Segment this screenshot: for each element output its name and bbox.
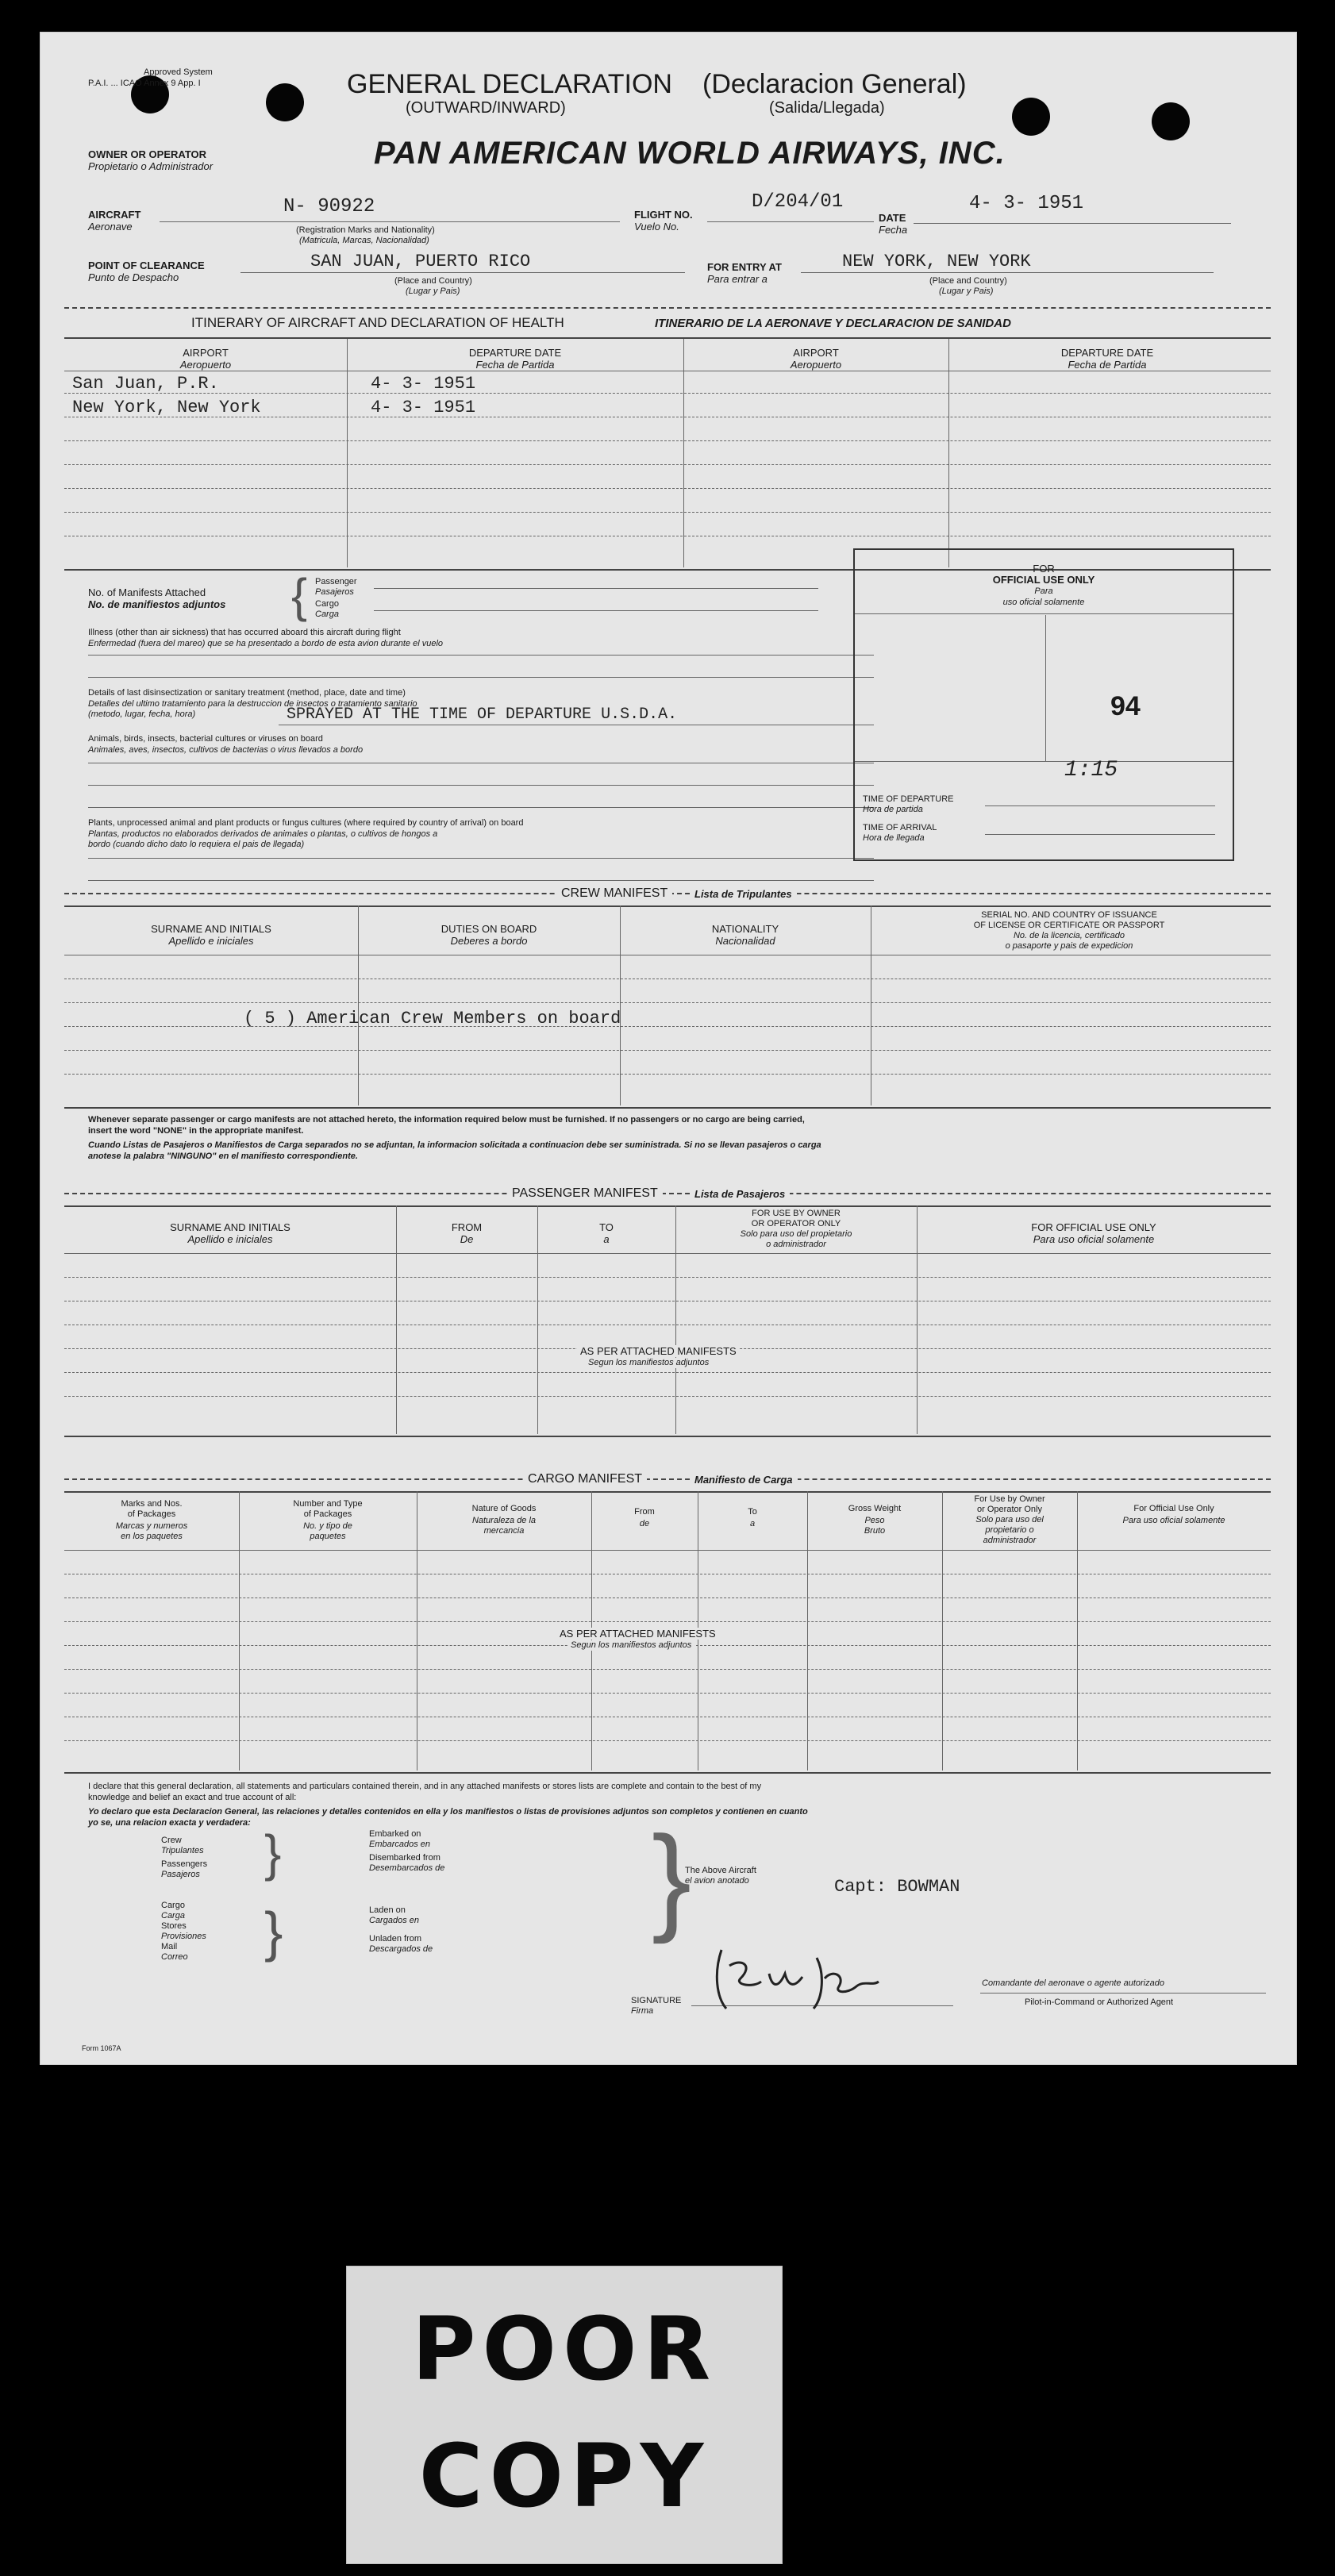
itinerary-col-departure-es: Fecha de Partida	[475, 359, 555, 371]
manifests-label-es: No. de manifiestos adjuntos	[88, 598, 226, 610]
plants-label-es-2: bordo (cuando dicho dato lo requiera el pais de llegada)	[88, 840, 305, 849]
crew-col-license: SERIAL NO. AND COUNTRY OF ISSUANCE	[981, 910, 1157, 920]
aircraft-note-es: (Matricula, Marcas, Nacionalidad)	[299, 236, 429, 245]
passenger-label: Passenger	[315, 577, 357, 586]
passengers-word: Passengers	[161, 1859, 208, 1869]
declaration-es: Yo declaro que esta Declaracion General, las relaciones y detalles contenidos en ella y los manifiestos o listas de provisiones adjuntos son completos y contienen en cuanto	[88, 1807, 808, 1817]
descargados-word: Descargados de	[369, 1944, 433, 1954]
correo-word: Correo	[161, 1952, 188, 1962]
cargo-col-owner: For Use by Owner	[974, 1494, 1045, 1504]
clearance-note-es: (Lugar y Pais)	[406, 286, 460, 296]
illness-label: Illness (other than air sickness) that has occurred aboard this aircraft during flight	[88, 628, 401, 637]
itinerary-airport: San Juan, P.R.	[72, 374, 219, 394]
pax-col-owner-es-2: o administrador	[766, 1240, 826, 1249]
cargo-col-weight: Gross Weight	[848, 1504, 902, 1513]
pax-col-owner-es: Solo para uso del propietario	[740, 1229, 852, 1239]
official-uso: uso oficial solamente	[1002, 598, 1085, 607]
reference-note: P.A.I. ... ICAO Annex 9 App. I	[88, 79, 201, 88]
cargo-col-official-es: Para uso oficial solamente	[1122, 1516, 1225, 1525]
itinerary-col-airport: AIRPORT	[183, 347, 229, 359]
captain-name: Capt: BOWMAN	[834, 1877, 960, 1897]
cargo-title-es: Manifiesto de Carga	[690, 1474, 798, 1486]
cargo-col-nature-es: Naturaleza de la	[471, 1516, 537, 1525]
illness-label-es: Enfermedad (fuera del mareo) que se ha presentado a bordo de esta avion durante el vuelo	[88, 639, 444, 648]
official-use-only: OFFICIAL USE ONLY	[992, 574, 1095, 586]
poor-copy-stamp	[346, 2266, 783, 2564]
entry-value: NEW YORK, NEW YORK	[842, 252, 1031, 271]
embarcados-word: Embarcados en	[369, 1840, 431, 1849]
brace-icon: }	[264, 1901, 283, 1963]
pax-col-to: TO	[599, 1221, 614, 1233]
itinerary-title: ITINERARY OF AIRCRAFT AND DECLARATION OF HEALTH	[191, 315, 564, 330]
avion-anotado: el avion anotado	[685, 1876, 749, 1886]
crew-word: Crew	[161, 1836, 182, 1845]
time-arrival-label: TIME OF ARRIVAL	[863, 823, 937, 832]
date-label: DATE	[879, 212, 906, 224]
itinerary-title-es: ITINERARIO DE LA AERONAVE Y DECLARACION DE SANIDAD	[655, 317, 1011, 330]
signature-label: SIGNATURE	[631, 1996, 682, 2005]
stores-word: Stores	[161, 1921, 187, 1931]
flight-label: FLIGHT NO.	[634, 209, 693, 221]
pax-col-owner-2: OR OPERATOR ONLY	[751, 1219, 841, 1228]
declaration-es-2: yo se, una relacion exacta y verdadera:	[88, 1818, 251, 1828]
cargo-col-marks-es: Marcas y numeros	[115, 1521, 188, 1531]
flight-label-es: Vuelo No.	[634, 221, 679, 233]
brace-icon: }	[652, 1811, 692, 1944]
cargo-col-weight-es: Peso	[864, 1516, 885, 1525]
entry-label: FOR ENTRY AT	[707, 261, 782, 273]
cargo-col-owner-es-2: propietario o	[985, 1525, 1034, 1535]
cargo-title: CARGO MANIFEST	[523, 1472, 647, 1486]
disembarked-word: Disembarked from	[369, 1853, 441, 1863]
declaration-en: I declare that this general declaration, all statements and particulars contained therein, and in any attached manifests or stores lists are complete and contain to the best of my	[88, 1782, 762, 1791]
brace-icon: {	[291, 569, 308, 622]
disinsect-label-es-2: (metodo, lugar, fecha, hora)	[88, 709, 196, 719]
crew-col-license-2: OF LICENSE OR CERTIFICATE OR PASSPORT	[973, 921, 1165, 930]
crew-title: CREW MANIFEST	[556, 886, 672, 901]
animals-label-es: Animales, aves, insectos, cultivos de bacterias o virus llevados a bordo	[88, 745, 364, 755]
cargo-col-number-2: of Packages	[303, 1509, 352, 1519]
general-declaration-form	[40, 32, 1297, 2065]
itinerary-date: 4- 3- 1951	[371, 374, 476, 394]
punch-hole	[1012, 98, 1050, 136]
approved-note: Approved System	[144, 67, 213, 77]
cargo-col-from: From	[634, 1507, 655, 1517]
cargo-label: Cargo	[315, 599, 339, 609]
passenger-title-es: Lista de Pasajeros	[690, 1188, 790, 1200]
form-number: Form 1067A	[82, 2044, 121, 2052]
time-departure-label-es: Hora de partida	[863, 805, 923, 814]
official-para: Para	[1034, 586, 1053, 596]
mail-word: Mail	[161, 1942, 178, 1951]
pax-col-official: FOR OFFICIAL USE ONLY	[1031, 1221, 1156, 1233]
cargados-word: Cargados en	[369, 1916, 419, 1925]
pasajeros-word: Pasajeros	[161, 1870, 200, 1879]
crew-entry: ( 5 ) American Crew Members on board	[244, 1009, 621, 1028]
cargo-col-marks-2: of Packages	[127, 1509, 176, 1519]
passenger-title: PASSENGER MANIFEST	[507, 1186, 663, 1201]
crew-col-license-es-2: o pasaporte y pais de expedicion	[1005, 941, 1133, 951]
pax-attached-es: Segun los manifiestos adjuntos	[585, 1358, 712, 1368]
official-stamp: 94	[1110, 691, 1141, 721]
itinerary-col-airport-es: Aeropuerto	[179, 359, 232, 371]
desembarcados-word: Desembarcados de	[369, 1863, 445, 1873]
poor-copy-line-1: POOR	[411, 2298, 718, 2400]
time-departure-value: 1:15	[1064, 758, 1118, 782]
crew-col-duties: DUTIES ON BOARD	[441, 923, 537, 935]
captain-signature	[706, 1942, 944, 2018]
notice-es-2: anotese la palabra "NINGUNO" en el manifiesto correspondiente.	[88, 1152, 358, 1161]
crew-col-surname-es: Apellido e iniciales	[168, 935, 254, 947]
itinerary-col-departure-2: DEPARTURE DATE	[1060, 347, 1154, 359]
cargo-attached-es: Segun los manifiestos adjuntos	[567, 1640, 694, 1651]
itinerary-col-departure-2-es: Fecha de Partida	[1068, 359, 1147, 371]
entry-label-es: Para entrar a	[707, 273, 768, 285]
poor-copy-line-2: COPY	[418, 2425, 710, 2527]
carga-word: Carga	[161, 1911, 185, 1920]
clearance-note: (Place and Country)	[394, 276, 472, 286]
embarked-word: Embarked on	[369, 1829, 421, 1839]
cargo-col-to: To	[748, 1507, 757, 1517]
commander-en: Pilot-in-Command or Authorized Agent	[1025, 1997, 1174, 2007]
commander-es: Comandante del aeronave o agente autorizado	[982, 1978, 1164, 1988]
cargo-word: Cargo	[161, 1901, 185, 1910]
crew-col-nationality-es: Nacionalidad	[715, 935, 775, 947]
time-arrival-label-es: Hora de llegada	[863, 833, 925, 843]
crew-col-surname: SURNAME AND INITIALS	[151, 923, 271, 935]
punch-hole	[266, 83, 304, 121]
cargo-col-number-es: No. y tipo de	[303, 1521, 352, 1531]
date-value: 4- 3- 1951	[969, 193, 1084, 214]
animals-label: Animals, birds, insects, bacterial cultures or viruses on board	[88, 734, 323, 744]
cargo-col-nature-es-2: mercancia	[483, 1526, 525, 1536]
aircraft-label: AIRCRAFT	[88, 209, 141, 221]
cargo-col-number-es-2: paquetes	[310, 1532, 346, 1541]
entry-note: (Place and Country)	[929, 276, 1007, 286]
carga-label: Carga	[315, 609, 339, 619]
pasajeros-label: Pasajeros	[315, 587, 354, 597]
clearance-value: SAN JUAN, PUERTO RICO	[310, 252, 531, 271]
time-departure-label: TIME OF DEPARTURE	[863, 794, 954, 804]
plants-label-es: Plantas, productos no elaborados derivados de animales o plantas, o cultivos de hongos a	[88, 829, 438, 839]
disinsect-label-es: Detalles del ultimo tratamiento para la destruccion de insectos o tratamiento sanitario	[88, 699, 417, 709]
cargo-col-owner-es: Solo para uso del	[975, 1515, 1044, 1524]
brace-icon: }	[264, 1824, 282, 1882]
pax-col-official-es: Para uso oficial solamente	[1033, 1233, 1155, 1245]
itinerary-col-airport-2-es: Aeropuerto	[790, 359, 842, 371]
itinerary-airport: New York, New York	[72, 398, 261, 417]
company-name: PAN AMERICAN WORLD AIRWAYS, INC.	[374, 136, 1006, 171]
cargo-col-marks: Marks and Nos.	[121, 1499, 183, 1509]
cargo-col-from-es: de	[639, 1519, 650, 1528]
cargo-col-number: Number and Type	[293, 1499, 363, 1509]
entry-note-es: (Lugar y Pais)	[939, 286, 994, 296]
cargo-col-owner-es-3: administrador	[983, 1536, 1037, 1545]
form-title-es: (Declaracion General)	[702, 69, 967, 99]
form-title: GENERAL DECLARATION	[347, 69, 672, 99]
date-label-es: Fecha	[879, 224, 908, 236]
cargo-col-owner-2: or Operator Only	[977, 1505, 1042, 1514]
cargo-col-to-es: a	[749, 1519, 756, 1528]
tripulantes-word: Tripulantes	[161, 1846, 204, 1855]
cargo-attached: AS PER ATTACHED MANIFESTS	[556, 1628, 719, 1640]
pax-col-to-es: a	[603, 1233, 610, 1245]
form-title-sub: (OUTWARD/INWARD)	[406, 99, 566, 117]
cargo-col-official: For Official Use Only	[1133, 1504, 1214, 1513]
owner-label-es: Propietario o Administrador	[88, 160, 214, 172]
plants-label: Plants, unprocessed animal and plant products or fungus cultures (where required by country of arrival) on board	[88, 818, 524, 828]
cargo-col-weight-es-2: Bruto	[864, 1526, 886, 1536]
form-title-es-sub: (Salida/Llegada)	[769, 99, 885, 117]
clearance-label: POINT OF CLEARANCE	[88, 260, 205, 271]
pax-col-from: FROM	[451, 1221, 483, 1233]
itinerary-col-airport-2: AIRPORT	[793, 347, 839, 359]
itinerary-date: 4- 3- 1951	[371, 398, 476, 417]
signature-label-es: Firma	[631, 2006, 654, 2016]
flight-value: D/204/01	[752, 191, 844, 213]
laden-word: Laden on	[369, 1905, 406, 1915]
pax-col-from-es: De	[460, 1233, 474, 1245]
cargo-col-nature: Nature of Goods	[471, 1504, 537, 1513]
pax-col-surname: SURNAME AND INITIALS	[170, 1221, 290, 1233]
notice-en-2: insert the word "NONE" in the appropriate manifest.	[88, 1126, 304, 1136]
punch-hole	[1152, 102, 1190, 140]
crew-col-duties-es: Deberes a bordo	[450, 935, 528, 947]
notice-es: Cuando Listas de Pasajeros o Manifiestos de Carga separados no se adjuntan, la informacion solicitada a continuacion debe ser suministrada. Si no se llevan pasajeros o carga	[88, 1140, 821, 1150]
itinerary-col-departure: DEPARTURE DATE	[468, 347, 562, 359]
pax-col-owner: FOR USE BY OWNER	[752, 1209, 841, 1218]
clearance-label-es: Punto de Despacho	[88, 271, 179, 283]
unladen-word: Unladen from	[369, 1934, 422, 1944]
pax-col-surname-es: Apellido e iniciales	[187, 1233, 273, 1245]
above-aircraft: The Above Aircraft	[685, 1866, 756, 1875]
provisiones-word: Provisiones	[161, 1932, 206, 1941]
crew-title-es: Lista de Tripulantes	[690, 888, 797, 900]
aircraft-note: (Registration Marks and Nationality)	[296, 225, 435, 235]
disinsect-label: Details of last disinsectization or sanitary treatment (method, place, date and time)	[88, 688, 406, 698]
official-for: FOR	[1033, 563, 1055, 575]
pax-attached: AS PER ATTACHED MANIFESTS	[577, 1345, 740, 1357]
notice-en: Whenever separate passenger or cargo manifests are not attached hereto, the information required below must be furnished. If no passengers or no cargo are being carried,	[88, 1115, 805, 1125]
aircraft-label-es: Aeronave	[88, 221, 133, 233]
manifests-label: No. of Manifests Attached	[88, 586, 206, 598]
cargo-col-marks-es-2: en los paquetes	[121, 1532, 183, 1541]
disinsect-value: SPRAYED AT THE TIME OF DEPARTURE U.S.D.A.	[287, 706, 678, 724]
aircraft-value: N- 90922	[283, 196, 375, 217]
declaration-en-2: knowledge and belief an exact and true account of all:	[88, 1793, 297, 1802]
owner-label: OWNER OR OPERATOR	[88, 148, 207, 160]
crew-col-nationality: NATIONALITY	[711, 923, 779, 935]
crew-col-license-es: No. de la licencia, certificado	[1013, 931, 1125, 940]
